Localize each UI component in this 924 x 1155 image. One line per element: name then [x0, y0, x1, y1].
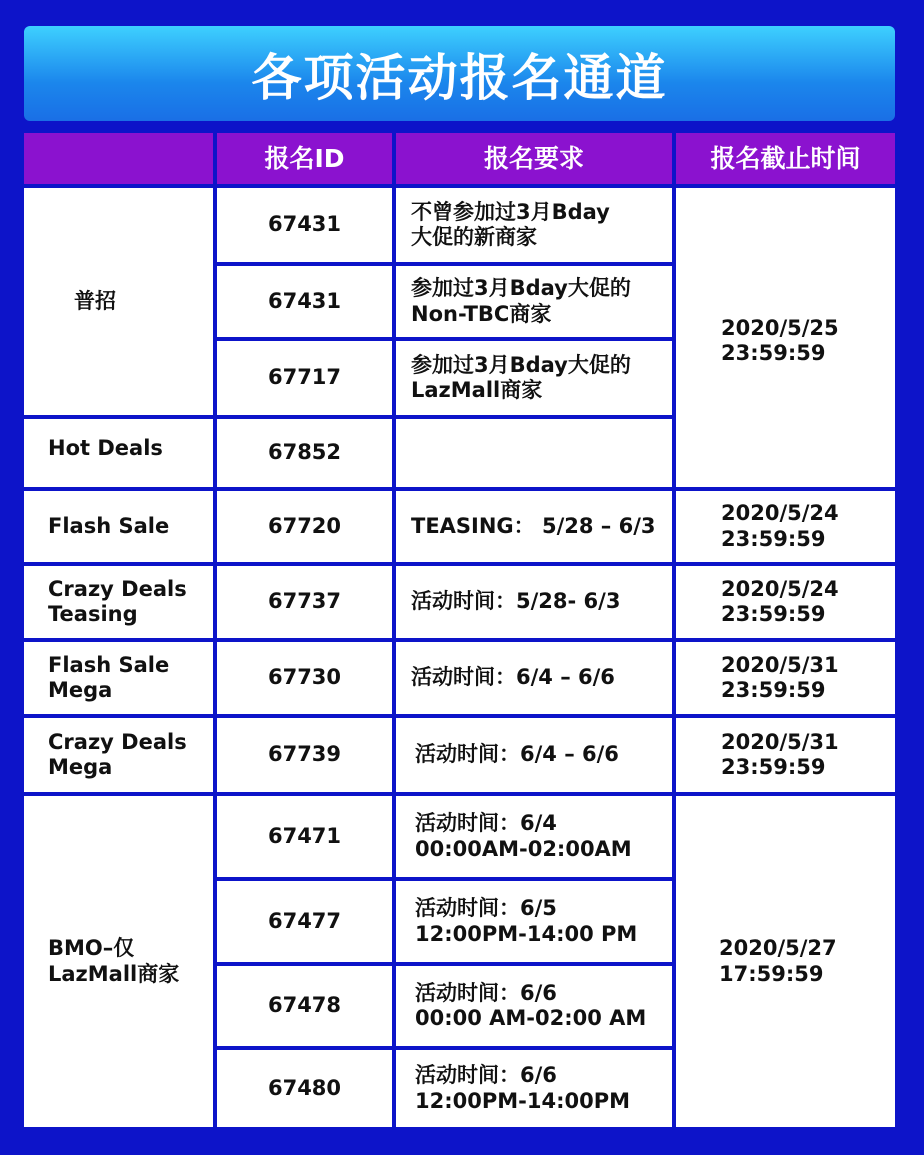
row-requirement: 活动时间：6/4 – 6/6 [396, 718, 672, 792]
row-requirement: TEASING： 5/28 – 6/3 [396, 491, 672, 562]
row-id: 67730 [217, 642, 392, 714]
row-id: 67737 [217, 566, 392, 638]
row-id: 67480 [217, 1050, 392, 1127]
row-id: 67471 [217, 796, 392, 877]
row-id: 67478 [217, 966, 392, 1046]
title-banner [24, 26, 895, 121]
row-deadline: 2020/5/31 23:59:59 [676, 642, 895, 714]
page-title: 各项活动报名通道 [251, 48, 668, 107]
row-deadline: 2020/5/24 23:59:59 [676, 566, 895, 638]
row-deadline: 2020/5/24 23:59:59 [676, 491, 895, 562]
row-requirement: 参加过3月Bday大促的 Non-TBC商家 [396, 266, 672, 337]
row-deadline: 2020/5/27 17:59:59 [676, 796, 895, 1127]
row-id: 67720 [217, 491, 392, 562]
row-id: 67717 [217, 341, 392, 415]
row-requirement: 活动时间：6/6 12:00PM-14:00PM [396, 1050, 672, 1127]
row-requirement: 不曾参加过3月Bday 大促的新商家 [396, 188, 672, 262]
row-name-crazy-deals-mega: Crazy Deals Mega [24, 718, 213, 792]
row-id: 67477 [217, 881, 392, 962]
row-requirement: 活动时间：6/4 00:00AM-02:00AM [396, 796, 672, 877]
row-id: 67431 [217, 266, 392, 337]
row-requirement: 活动时间：6/4 – 6/6 [396, 642, 672, 714]
row-requirement: 活动时间：6/6 00:00 AM-02:00 AM [396, 966, 672, 1046]
row-deadline: 2020/5/25 23:59:59 [676, 188, 895, 487]
row-name-crazy-deals-teasing: Crazy Deals Teasing [24, 566, 213, 638]
row-name-putong: 普招 [24, 188, 213, 415]
row-name-flash-sale-mega: Flash Sale Mega [24, 642, 213, 714]
header-blank [24, 133, 213, 184]
row-id: 67739 [217, 718, 392, 792]
row-requirement: 活动时间：5/28- 6/3 [396, 566, 672, 638]
row-name-hot-deals: Hot Deals [24, 419, 213, 487]
row-requirement [396, 419, 672, 487]
row-name-flash-sale: Flash Sale [24, 491, 213, 562]
header-deadline: 报名截止时间 [676, 133, 895, 184]
row-requirement: 活动时间：6/5 12:00PM-14:00 PM [396, 881, 672, 962]
row-requirement: 参加过3月Bday大促的 LazMall商家 [396, 341, 672, 415]
row-id: 67852 [217, 419, 392, 487]
row-id: 67431 [217, 188, 392, 262]
registration-table [24, 133, 895, 1127]
header-id: 报名ID [217, 133, 392, 184]
row-deadline: 2020/5/31 23:59:59 [676, 718, 895, 792]
row-name-bmo: BMO–仅 LazMall商家 [24, 796, 213, 1127]
header-requirement: 报名要求 [396, 133, 672, 184]
